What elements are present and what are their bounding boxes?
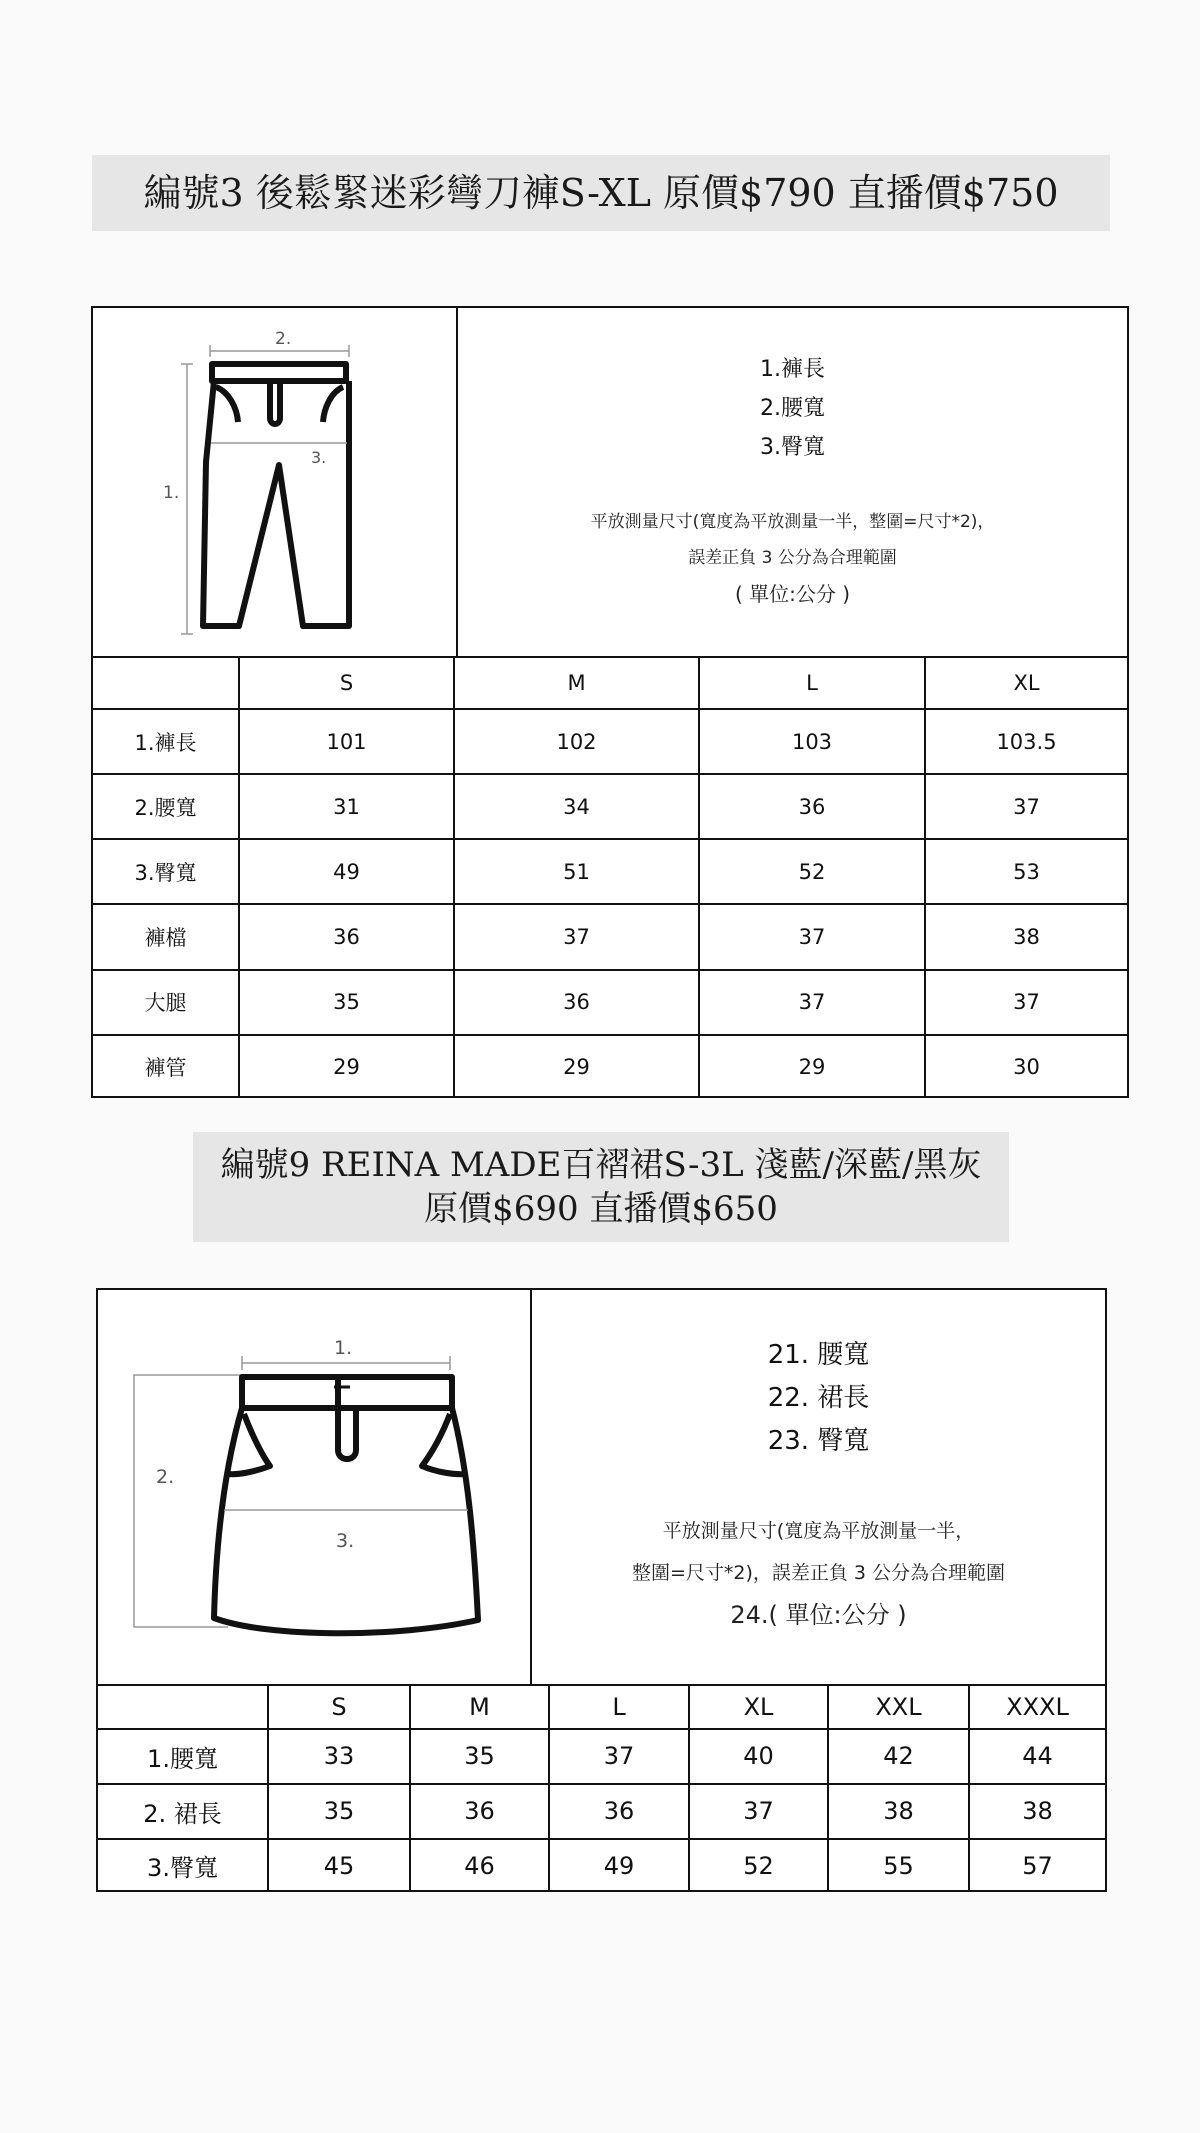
- unit-label: ( 單位:公分 ): [734, 582, 851, 606]
- table-row: [98, 1784, 1105, 1839]
- table-cell: 102: [454, 709, 699, 774]
- legend-item-waist: 2.腰寬: [760, 396, 825, 421]
- skirt-diagram-panel: [98, 1290, 532, 1686]
- table-cell: 57: [969, 1839, 1105, 1892]
- table-cell: 29: [454, 1035, 699, 1098]
- table-row: [93, 709, 1127, 774]
- table-cell: 35: [410, 1729, 549, 1784]
- table-cell: 38: [925, 904, 1127, 969]
- table-cell: 35: [239, 970, 454, 1035]
- table-cell: 37: [925, 774, 1127, 839]
- product2-title-line-1: 編號9 REINA MADE百褶裙S-3L 淺藍/深藍/黑灰: [220, 1145, 982, 1185]
- table-cell: 52: [699, 839, 925, 904]
- size-header: L: [549, 1686, 689, 1729]
- pants-legend-panel: [458, 308, 1127, 658]
- skirt-size-chart: [96, 1288, 1107, 1892]
- legend-item-waist: 21. 腰寬: [767, 1340, 870, 1370]
- product2-title-line-2: 原價$690 直播價$650: [424, 1189, 778, 1229]
- pants-hip-marker: 3.: [311, 448, 327, 467]
- table-row: [93, 839, 1127, 904]
- table-cell: 36: [454, 970, 699, 1035]
- table-row: [98, 1839, 1105, 1892]
- table-cell: 35: [268, 1784, 410, 1839]
- row-label: 褲檔: [93, 904, 239, 969]
- table-cell: 45: [268, 1839, 410, 1892]
- table-row: [93, 774, 1127, 839]
- table-cell: 37: [925, 970, 1127, 1035]
- skirt-hip-marker: 3.: [336, 1530, 355, 1552]
- table-cell: 55: [828, 1839, 969, 1892]
- header-blank-cell: [98, 1686, 268, 1729]
- pants-length-marker: 1.: [163, 483, 180, 503]
- row-label: 大腿: [93, 970, 239, 1035]
- legend-item-hip: 3.臀寬: [760, 435, 825, 460]
- row-label: 3.臀寬: [98, 1839, 268, 1892]
- table-cell: 49: [239, 839, 454, 904]
- table-cell: 37: [454, 904, 699, 969]
- row-label: 1.腰寬: [98, 1729, 268, 1784]
- size-header: XL: [925, 658, 1127, 709]
- note-line-2: 整圍=尺寸*2)，誤差正負 3 公分為合理範圍: [631, 1562, 1006, 1584]
- row-label: 3.臀寬: [93, 839, 239, 904]
- pants-diagram-panel: [93, 308, 458, 658]
- table-row: [98, 1729, 1105, 1784]
- table-cell: 103: [699, 709, 925, 774]
- table-cell: 31: [239, 774, 454, 839]
- product2-title-banner: [193, 1132, 1009, 1242]
- note-line-2: 誤差正負 3 公分為合理範圍: [688, 548, 897, 568]
- header-blank-cell: [93, 658, 239, 709]
- table-cell: 36: [410, 1784, 549, 1839]
- product1-title-banner: [92, 155, 1110, 231]
- skirt-length-marker: 2.: [156, 1466, 175, 1488]
- legend-item-length: 1.褲長: [760, 357, 825, 382]
- size-header: XXL: [828, 1686, 969, 1729]
- table-cell: 30: [925, 1035, 1127, 1098]
- size-header: XL: [689, 1686, 828, 1729]
- table-cell: 37: [699, 904, 925, 969]
- product1-title: 編號3 後鬆緊迷彩彎刀褲S-XL 原價$790 直播價$750: [143, 171, 1059, 215]
- skirt-measurement-note: [532, 1510, 1105, 1636]
- table-cell: 33: [268, 1729, 410, 1784]
- table-cell: 37: [689, 1784, 828, 1839]
- size-header: L: [699, 658, 925, 709]
- size-header: S: [239, 658, 454, 709]
- table-cell: 38: [828, 1784, 969, 1839]
- table-cell: 29: [699, 1035, 925, 1098]
- size-header: M: [454, 658, 699, 709]
- table-cell: 46: [410, 1839, 549, 1892]
- skirt-legend-panel: [532, 1290, 1105, 1686]
- table-cell: 53: [925, 839, 1127, 904]
- pants-legend-list: [458, 350, 1127, 467]
- table-cell: 36: [239, 904, 454, 969]
- table-row: [93, 1035, 1127, 1098]
- table-cell: 37: [549, 1729, 689, 1784]
- pants-waist-marker: 2.: [275, 329, 292, 349]
- table-row: [93, 970, 1127, 1035]
- legend-item-hip: 23. 臀寬: [767, 1426, 870, 1456]
- table-cell: 44: [969, 1729, 1105, 1784]
- note-line-1: 平放測量尺寸(寬度為平放測量一半，整圍=尺寸*2)，: [590, 512, 995, 532]
- table-cell: 36: [699, 774, 925, 839]
- row-label: 2. 裙長: [98, 1784, 268, 1839]
- pants-size-chart: [91, 306, 1129, 1098]
- size-header: XXXL: [969, 1686, 1105, 1729]
- table-header-row: [98, 1686, 1105, 1729]
- table-cell: 49: [549, 1839, 689, 1892]
- table-cell: 52: [689, 1839, 828, 1892]
- row-label: 褲管: [93, 1035, 239, 1098]
- table-header-row: [93, 658, 1127, 709]
- table-cell: 101: [239, 709, 454, 774]
- note-line-1: 平放測量尺寸(寬度為平放測量一半，: [662, 1520, 975, 1542]
- table-row: [93, 904, 1127, 969]
- table-cell: 40: [689, 1729, 828, 1784]
- size-header: M: [410, 1686, 549, 1729]
- skirt-size-table: [98, 1686, 1105, 1892]
- table-cell: 34: [454, 774, 699, 839]
- table-cell: 36: [549, 1784, 689, 1839]
- table-cell: 37: [699, 970, 925, 1035]
- table-cell: 103.5: [925, 709, 1127, 774]
- unit-label: 24.( 單位:公分 ): [730, 1601, 907, 1629]
- table-cell: 38: [969, 1784, 1105, 1839]
- row-label: 1.褲長: [93, 709, 239, 774]
- table-cell: 42: [828, 1729, 969, 1784]
- legend-item-length: 22. 裙長: [767, 1383, 870, 1413]
- size-header: S: [268, 1686, 410, 1729]
- pants-measurement-note: [458, 504, 1127, 612]
- skirt-diagram: [98, 1290, 530, 1684]
- pants-diagram: [93, 308, 456, 656]
- table-cell: 51: [454, 839, 699, 904]
- skirt-waist-marker: 1.: [334, 1337, 353, 1359]
- skirt-legend-list: [532, 1334, 1105, 1463]
- pants-size-table: [93, 658, 1127, 1098]
- table-cell: 29: [239, 1035, 454, 1098]
- row-label: 2.腰寬: [93, 774, 239, 839]
